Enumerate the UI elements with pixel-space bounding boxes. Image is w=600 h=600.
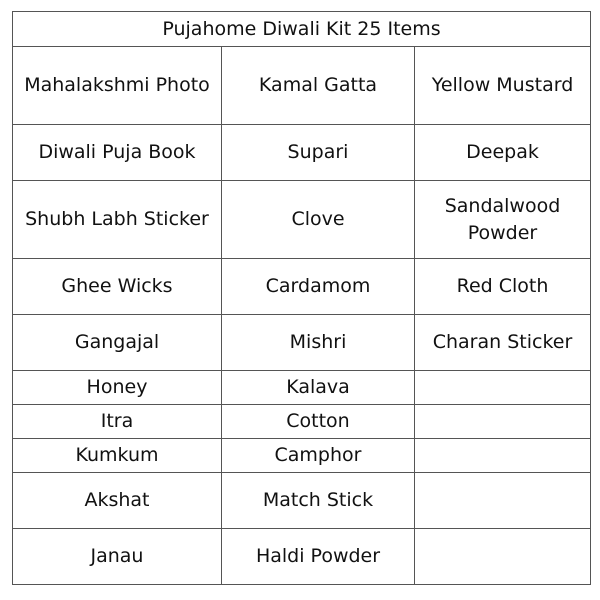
table-cell: [415, 371, 591, 405]
table-cell: Charan Sticker: [415, 315, 591, 371]
table-header-row: [13, 12, 591, 47]
table-cell: Kamal Gatta: [222, 47, 415, 125]
table-cell: Shubh Labh Sticker: [13, 181, 222, 259]
table-cell: Deepak: [415, 125, 591, 181]
table-cell: [415, 405, 591, 439]
table-cell: Gangajal: [13, 315, 222, 371]
table-row: [13, 529, 591, 585]
table-row: [13, 405, 591, 439]
table-cell: Cotton: [222, 405, 415, 439]
table-cell: Kalava: [222, 371, 415, 405]
table-cell: [415, 529, 591, 585]
table-cell: Match Stick: [222, 473, 415, 529]
table-row: [13, 439, 591, 473]
table-cell: Cardamom: [222, 259, 415, 315]
table-row: [13, 47, 591, 125]
table-cell: Honey: [13, 371, 222, 405]
table-cell: Akshat: [13, 473, 222, 529]
table-row: [13, 315, 591, 371]
table-cell: Kumkum: [13, 439, 222, 473]
table-cell: Diwali Puja Book: [13, 125, 222, 181]
table-row: [13, 125, 591, 181]
table-row: [13, 181, 591, 259]
table-cell: Ghee Wicks: [13, 259, 222, 315]
table-row: [13, 473, 591, 529]
table-cell: Janau: [13, 529, 222, 585]
items-table: [12, 11, 591, 585]
table-cell: Camphor: [222, 439, 415, 473]
table-row: [13, 371, 591, 405]
table-cell: [415, 473, 591, 529]
table-cell: Supari: [222, 125, 415, 181]
table-cell: Red Cloth: [415, 259, 591, 315]
table-cell: Mishri: [222, 315, 415, 371]
table-cell: Haldi Powder: [222, 529, 415, 585]
table-row: [13, 259, 591, 315]
table-cell: Mahalakshmi Photo: [13, 47, 222, 125]
table-cell: [415, 439, 591, 473]
table-title: Pujahome Diwali Kit 25 Items: [13, 12, 591, 47]
table-cell: Itra: [13, 405, 222, 439]
table-cell: Clove: [222, 181, 415, 259]
table-cell: Sandalwood Powder: [415, 181, 591, 259]
table-cell: Yellow Mustard: [415, 47, 591, 125]
